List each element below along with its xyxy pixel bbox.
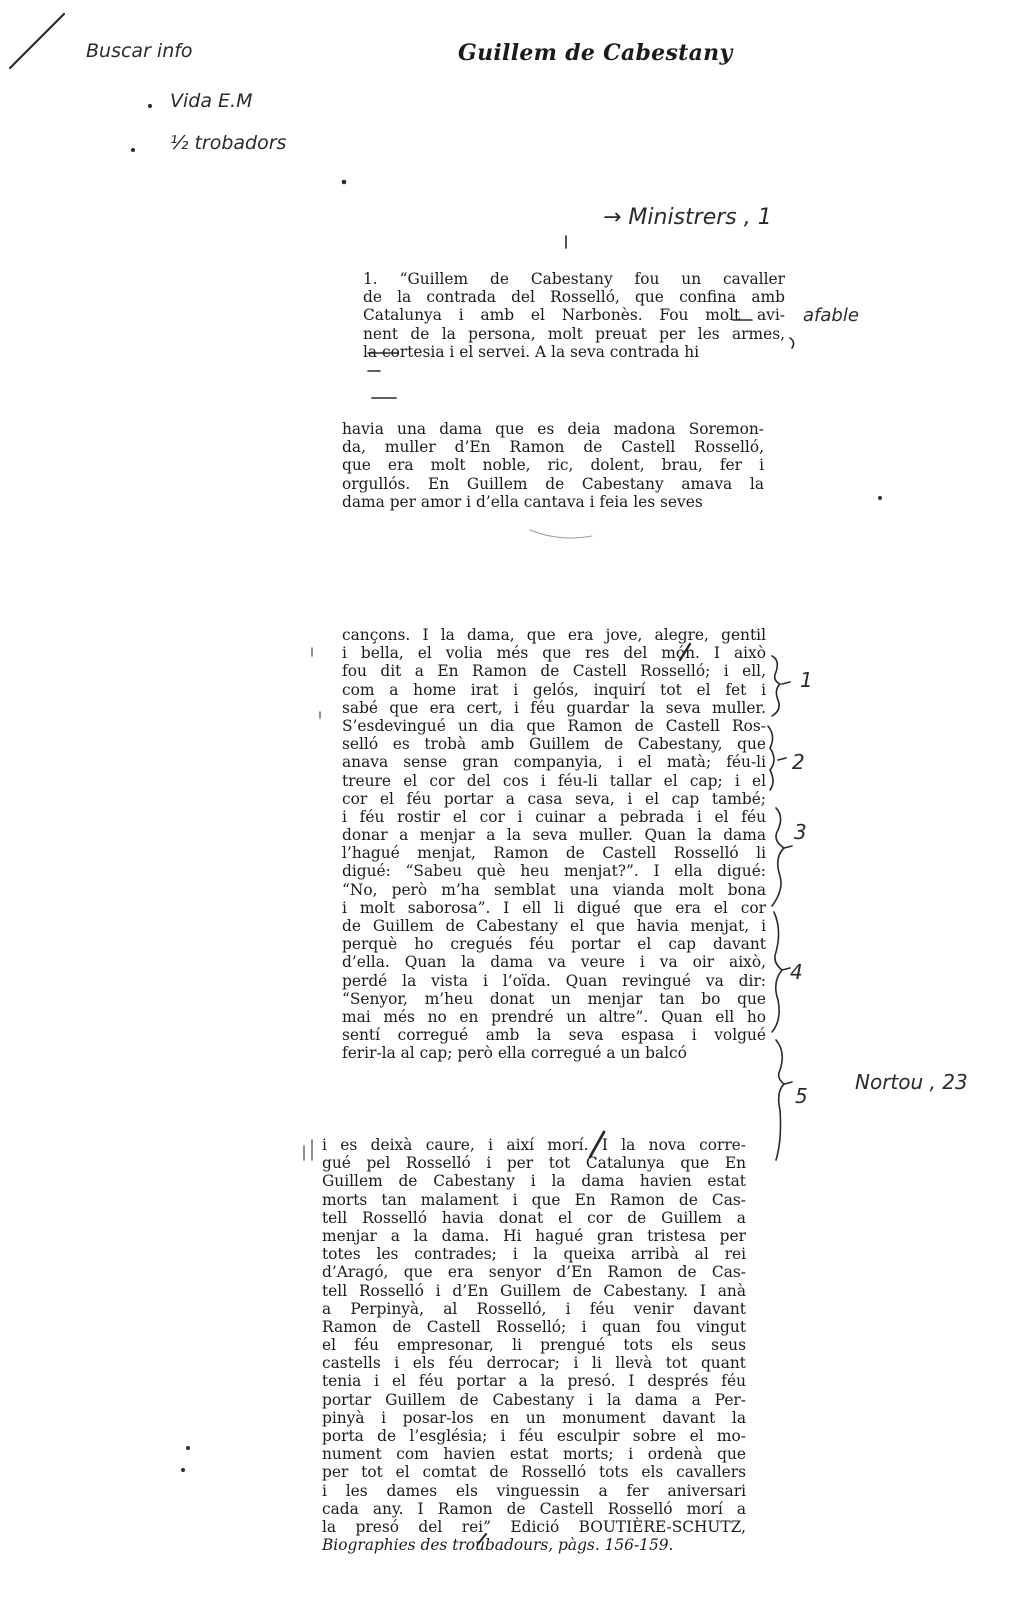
text-line: selló es trobà amb Guillem de Cabestany, que	[342, 735, 766, 754]
margin-number-1: 1	[800, 668, 813, 692]
margin-number-3: 3	[794, 820, 807, 844]
text-line: de la contrada del Rosselló, que confina amb	[363, 288, 785, 307]
margin-number-2: 2	[792, 750, 805, 774]
text-line: 1. “Guillem de Cabestany fou un cavaller	[363, 270, 785, 288]
text-line: l’hagué menjat, Ramon de Castell Rosselló li	[342, 844, 766, 863]
text-line: i molt saborosa”. I ell li digué que era el cor	[342, 898, 766, 917]
handwritten-note-ministrers: → Ministrers , 1	[603, 205, 772, 230]
text-line: i es deixà caure, i així morí. I la nova corre-	[322, 1136, 746, 1154]
handwritten-note-trobadors: ½ trobadors	[170, 132, 287, 154]
handwritten-note-vida: Vida E.M	[170, 90, 253, 112]
text-line: de Guillem de Cabestany el que havia menjat, i	[342, 917, 766, 935]
text-line: cançons. I la dama, que era jove, alegre, gentil	[342, 626, 766, 644]
text-line: per tot el comtat de Rosselló tots els cavallers	[322, 1463, 746, 1482]
text-line: fou dit a En Ramon de Castell Rosselló; i ell,	[342, 662, 766, 681]
text-line: i bella, el volia més que res del món. I això	[342, 644, 766, 663]
text-line: el féu empresonar, li prengué tots els seus	[322, 1336, 746, 1355]
text-line: tenia i el féu portar a la presó. I després féu	[322, 1372, 746, 1391]
margin-number-4: 4	[790, 960, 803, 984]
text-line: donar a menjar a la seva muller. Quan la dama	[342, 826, 766, 845]
text-line: porta de l’església; i féu esculpir sobre el mo-	[322, 1427, 746, 1445]
text-line: pinyà i posar-los en un monument davant la	[322, 1408, 746, 1427]
text-line: anava sense gran companyia, i el matà; féu-li	[342, 753, 766, 772]
text-line: tell Rosselló havia donat el cor de Guillem a	[322, 1208, 746, 1227]
text-line: Ramon de Castell Rosselló; i quan fou vingut	[322, 1317, 746, 1336]
handwritten-note-search-info: Buscar info	[86, 40, 193, 62]
text-line: cor el féu portar a casa seva, i el cap també;	[342, 789, 766, 808]
text-line: que era molt noble, ric, dolent, brau, fer i	[342, 456, 764, 475]
text-line: S’esdevingué un dia que Ramon de Castell Ros-	[342, 716, 766, 735]
margin-number-5: 5	[795, 1084, 808, 1108]
text-line: cada any. I Ramon de Castell Rosselló morí a	[322, 1499, 746, 1518]
text-line: a Perpinyà, al Rosselló, i féu venir davant	[322, 1299, 746, 1318]
text-line: “No, però m’ha semblat una vianda molt bona	[342, 880, 766, 899]
text-line: perdé la vista i l’oïda. Quan revingué va dir:	[342, 971, 766, 990]
text-line: com a home irat i gelós, inquirí tot el fet i	[342, 680, 766, 699]
text-line: havia una dama que es deia madona Soremon-	[342, 420, 764, 438]
page-title: Guillem de Cabestany	[458, 40, 733, 66]
text-line: dama per amor i d’ella cantava i feia les seves	[342, 492, 703, 511]
text-line: perquè ho cregués féu portar el cap davant	[342, 935, 766, 954]
text-line: Catalunya i amb el Narbonès. Fou molt avi-	[363, 306, 785, 325]
pen-slash-mark	[10, 14, 64, 68]
text-line: nument com havien estat morts; i ordenà que	[322, 1445, 746, 1464]
handwritten-note-afable: afable	[803, 305, 859, 326]
text-line: mai més no en prendré un altre”. Quan ell ho	[342, 1007, 766, 1026]
text-line: Biographies des troubadours, pàgs. 156-159.	[322, 1536, 674, 1555]
text-line: sentí corregué amb la seva espasa i volgué	[342, 1026, 766, 1045]
text-line: totes les contrades; i la queixa arribà al rei	[322, 1245, 746, 1264]
handwritten-note-nortou: Nortou , 23	[855, 1070, 968, 1094]
text-line: sabé que era cert, i féu guardar la seva muller.	[342, 698, 766, 717]
text-line: la cortesia i el servei. A la seva contrada hi	[363, 342, 700, 361]
text-line: da, muller d’En Ramon de Castell Rosselló,	[342, 438, 764, 457]
text-line: ferir-la al cap; però ella corregué a un balcó	[342, 1044, 687, 1063]
text-line: digué: “Sabeu què heu menjat?”. I ella digué:	[342, 862, 766, 881]
text-line: gué pel Rosselló i per tot Catalunya que En	[322, 1154, 746, 1173]
text-line: morts tan malament i que En Ramon de Cas-	[322, 1190, 746, 1209]
text-line: castells i els féu derrocar; i li llevà tot quant	[322, 1354, 746, 1373]
text-line: menjar a la dama. Hi hagué gran tristesa per	[322, 1226, 746, 1245]
text-line: la presó del rei” Edició BOUTIÈRE-SCHUTZ,	[322, 1517, 746, 1536]
text-line: i les dames els vinguessin a fer aniversari	[322, 1481, 746, 1500]
text-line: d’Aragó, que era senyor d’En Ramon de Cas-	[322, 1263, 746, 1282]
text-line: “Senyor, m’heu donat un menjar tan bo que	[342, 989, 766, 1008]
text-line: i féu rostir el cor i cuinar a pebrada i el féu	[342, 807, 766, 826]
text-line: portar Guillem de Cabestany i la dama a Per-	[322, 1390, 746, 1409]
text-line: tell Rosselló i d’En Guillem de Cabestany. I anà	[322, 1281, 746, 1300]
text-line: treure el cor del cos i féu-li tallar el cap; i el	[342, 771, 766, 790]
text-line: nent de la persona, molt preuat per les armes,	[363, 324, 785, 343]
text-line: orgullós. En Guillem de Cabestany amava la	[342, 474, 764, 493]
text-line: Guillem de Cabestany i la dama havien estat	[322, 1172, 746, 1191]
text-line: d’ella. Quan la dama va veure i va oir això,	[342, 953, 766, 972]
